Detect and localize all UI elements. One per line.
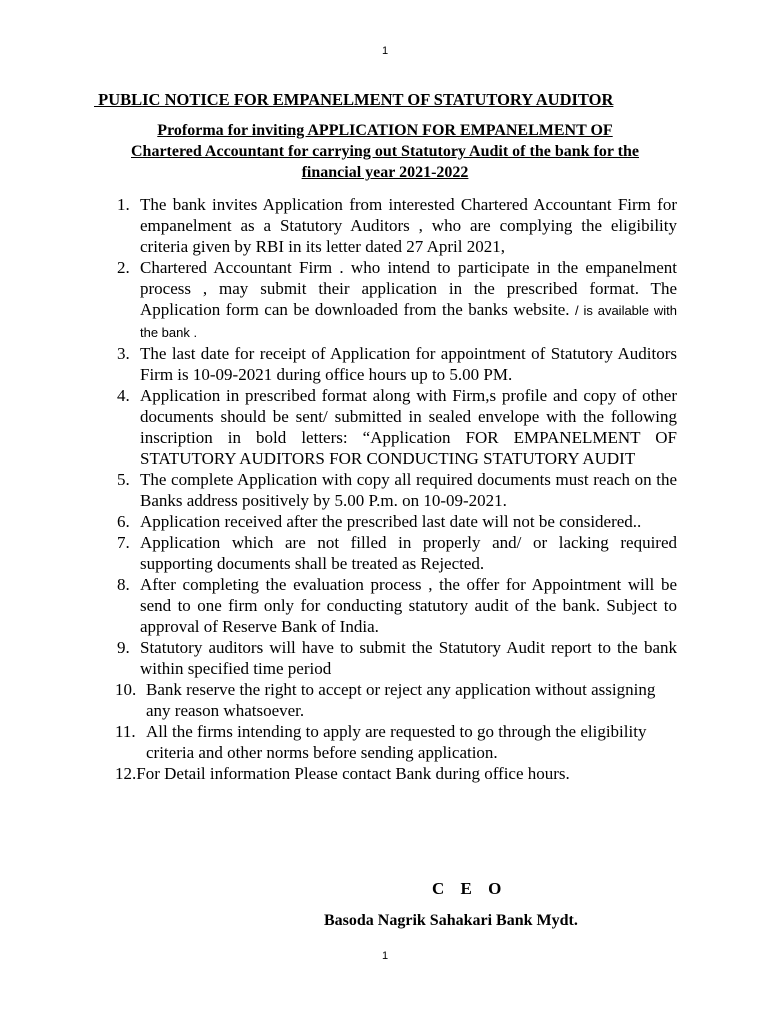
item-text: The bank invites Application from interested Chartered Accountant Firm for empanelment as a Statutory Auditors , who are complying the eligibility criteria given by RBI in its letter dated 27 April 2021, xyxy=(140,195,677,256)
item-number: 11. xyxy=(115,722,136,741)
list-item xyxy=(0,469,677,511)
subtitle-line-2: Chartered Accountant for carrying out Statutory Audit of the bank for the xyxy=(131,143,639,160)
list-item xyxy=(0,763,675,784)
item-text: All the firms intending to apply are requested to go through the eligibility criteria and other norms before sending application. xyxy=(146,722,647,762)
item-number: 4. xyxy=(117,386,130,405)
signatory-bank-name: Basoda Nagrik Sahakari Bank Mydt. xyxy=(324,912,578,929)
item-number: 8. xyxy=(117,575,130,594)
item-number: 1. xyxy=(117,195,130,214)
notice-title: PUBLIC NOTICE FOR EMPANELMENT OF STATUTORY AUDITOR xyxy=(94,90,614,109)
signatory-role: C E O xyxy=(432,879,508,898)
page-number-top: 1 xyxy=(381,45,389,57)
item-number: 5. xyxy=(117,470,130,489)
list-item xyxy=(0,385,677,469)
item-number: 7. xyxy=(117,533,130,552)
item-number: 6. xyxy=(117,512,130,531)
item-number: 9. xyxy=(117,638,130,657)
item-text: Application which are not filled in properly and/ or lacking required supporting documents shall be treated as Rejected. xyxy=(140,533,677,573)
item-text: Application received after the prescribed last date will not be considered.. xyxy=(140,512,642,531)
item-text: Bank reserve the right to accept or reject any application without assigning any reason whatsoever. xyxy=(146,680,656,720)
item-number: 3. xyxy=(117,344,130,363)
item-text: Chartered Accountant Firm . who intend to participate in the empanelment process , may submit their application in the prescribed format. The Application form can be downloaded from the banks website. xyxy=(140,258,677,319)
item-text-tail: / is available with the bank . xyxy=(140,303,677,340)
list-item xyxy=(0,532,677,574)
page-number-bottom: 1 xyxy=(381,950,389,962)
subtitle-line-3: financial year 2021-2022 xyxy=(301,164,469,181)
list-item xyxy=(0,574,677,637)
item-text: The last date for receipt of Application for appointment of Statutory Auditors Firm is 10-09-2021 during office hours up to 5.00 PM. xyxy=(140,344,677,384)
list-item xyxy=(0,637,677,679)
item-text: The complete Application with copy all required documents must reach on the Banks address positively by 5.00 P.m. on 10-09-2021. xyxy=(140,470,677,510)
item-number: 10. xyxy=(115,680,137,699)
item-text: Application in prescribed format along with Firm,s profile and copy of other documents should be sent/ submitted in sealed envelope with the following inscription in bold letters: “Application FOR EMPANELMENT OF STATUTORY AUDITORS FOR CONDUCTING STATUTORY AUDIT xyxy=(140,386,677,468)
list-item xyxy=(0,721,683,763)
list-item xyxy=(0,194,677,257)
item-text: For Detail information Please contact Bank during office hours. xyxy=(136,764,570,783)
list-item xyxy=(0,511,677,532)
item-text: After completing the evaluation process , the offer for Appointment will be send to one firm only for conducting statutory audit of the bank. Subject to approval of Reserve Bank of India. xyxy=(140,575,677,636)
item-number: 2. xyxy=(117,258,130,277)
item-text: Statutory auditors will have to submit the Statutory Audit report to the bank within specified time period xyxy=(140,638,677,678)
notice-items-list xyxy=(0,194,770,784)
list-item xyxy=(0,343,677,385)
notice-subtitle xyxy=(90,120,680,183)
subtitle-line-1: Proforma for inviting APPLICATION FOR EMPANELMENT OF xyxy=(157,122,613,139)
list-item xyxy=(0,679,683,721)
item-number: 12. xyxy=(115,764,137,783)
list-item xyxy=(0,257,677,343)
